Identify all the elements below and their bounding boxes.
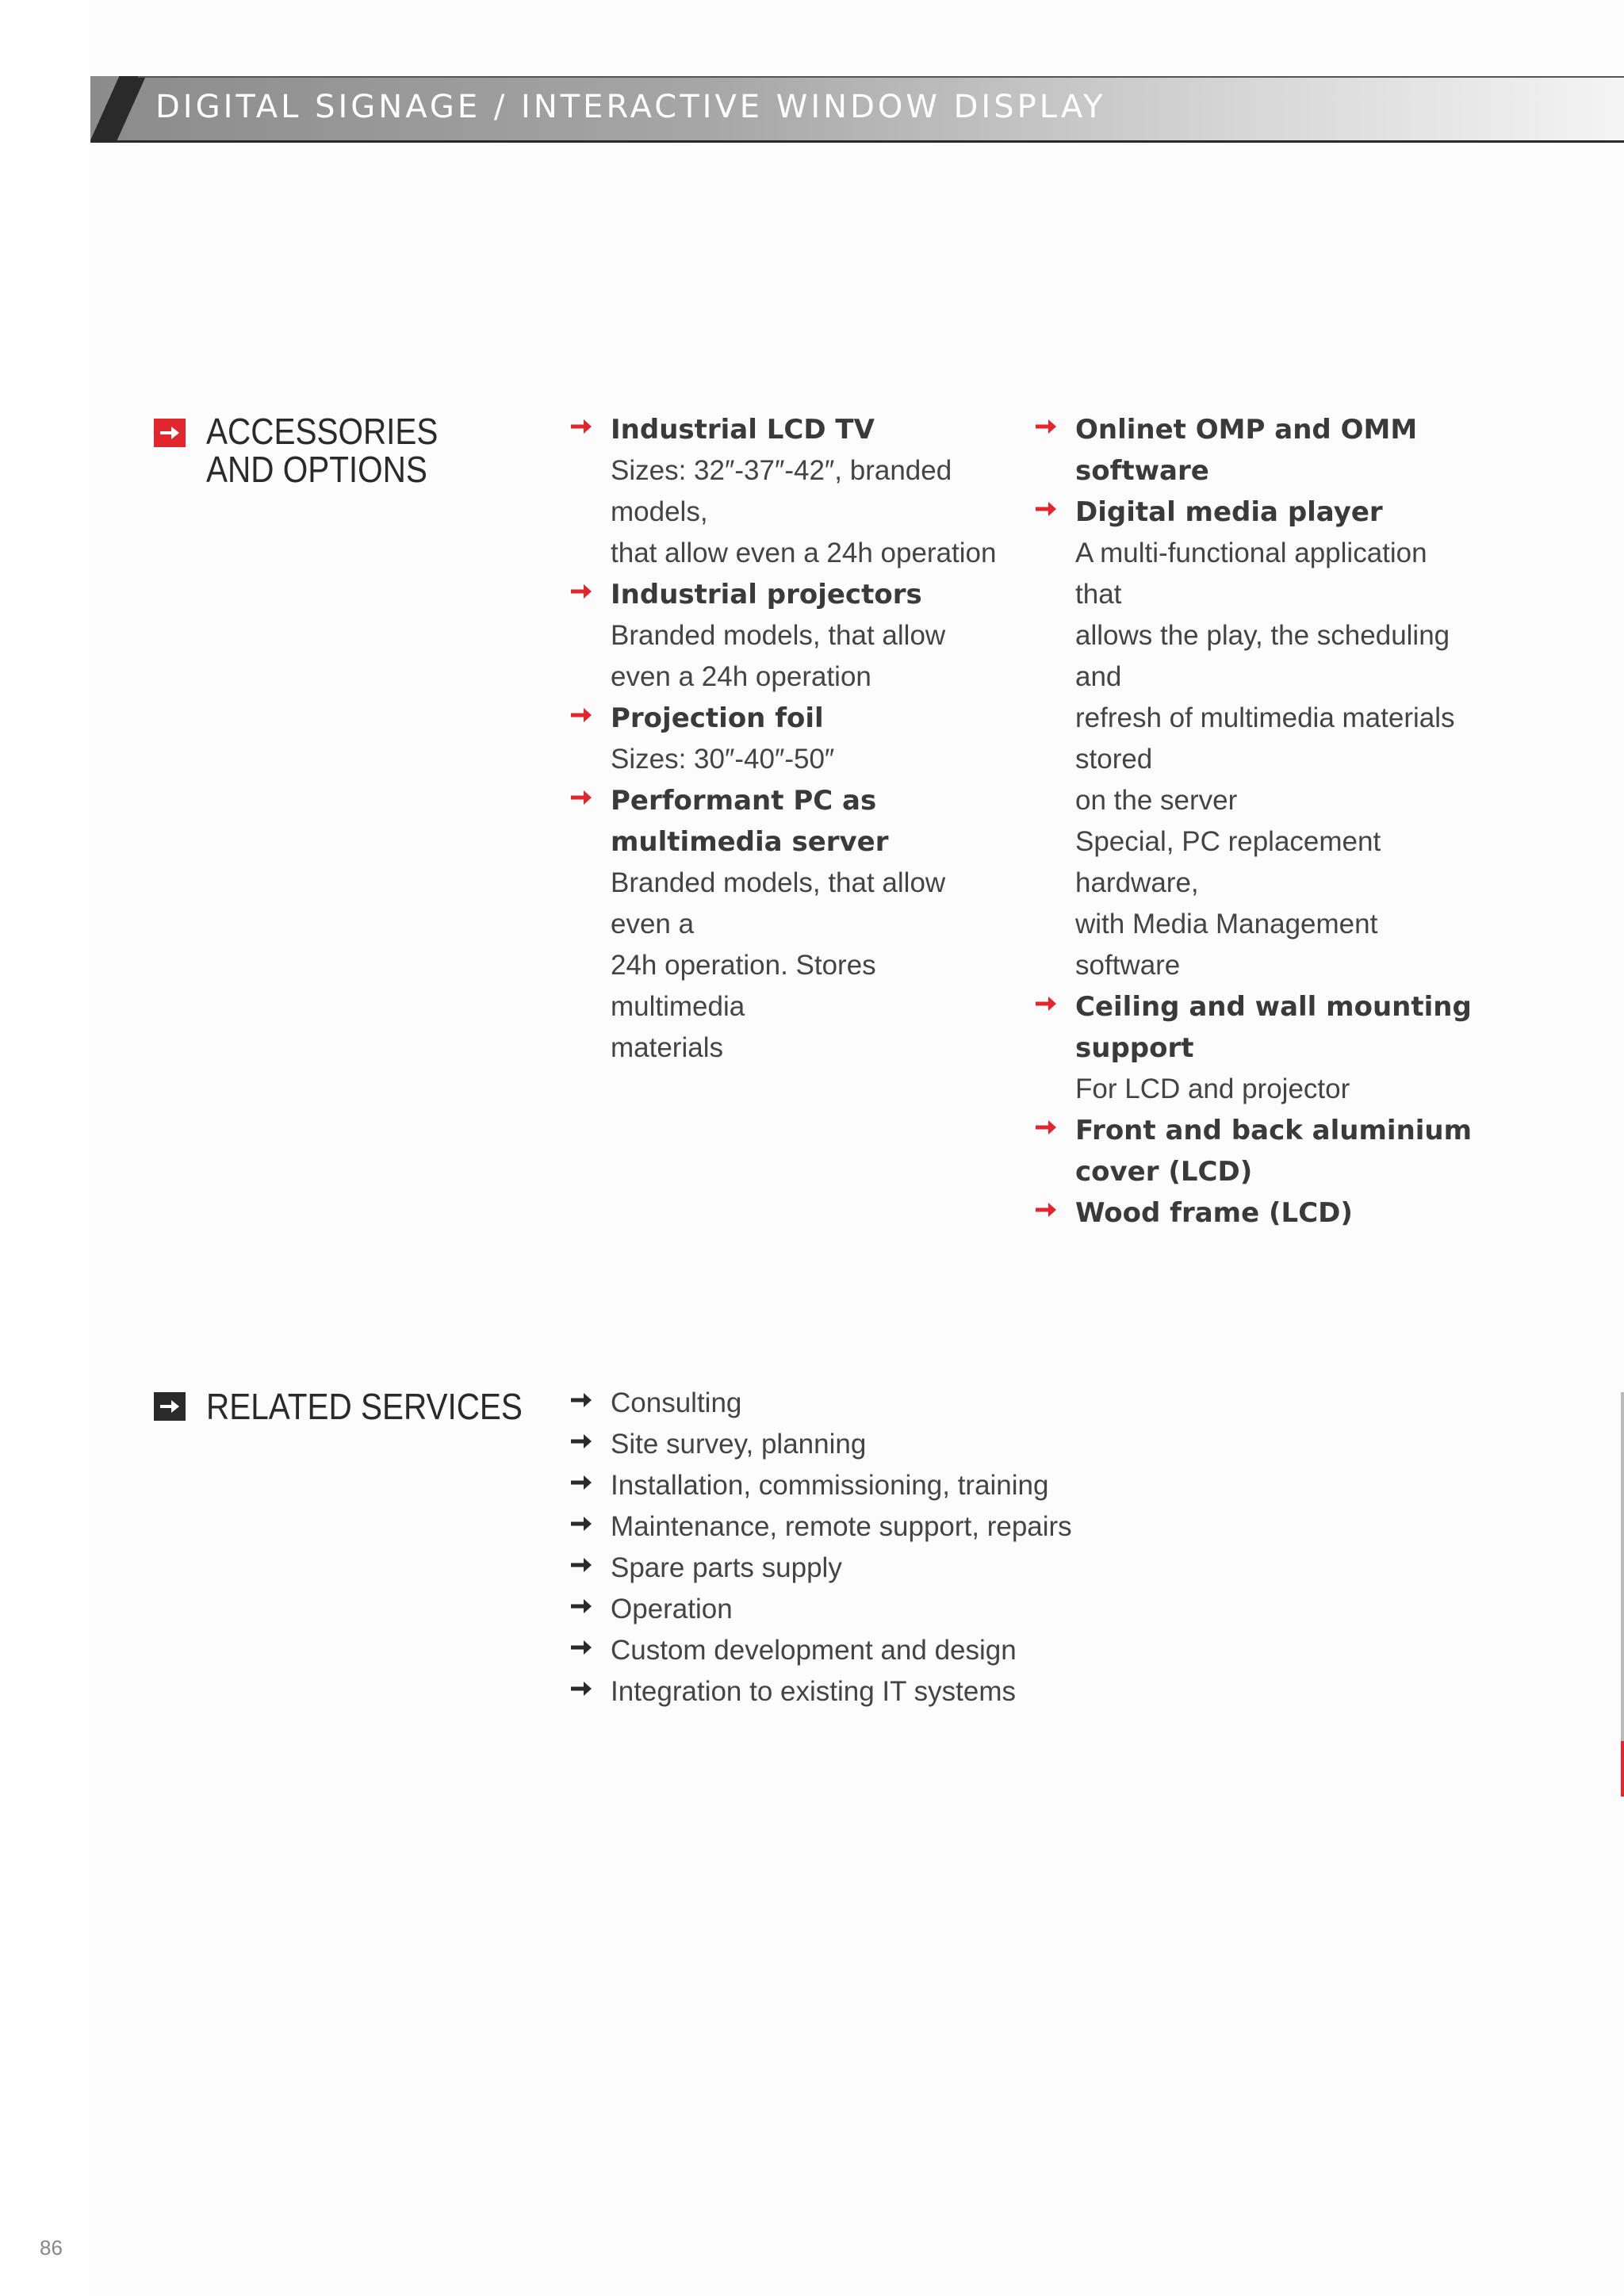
accessories-column-1 xyxy=(569,409,998,1069)
accessory-item-description: A multi-functional application that allows the play, the scheduling and refresh of multimedia materials stored on the server Special, PC replacement hardware, with Media Management software xyxy=(1075,538,1455,981)
arrow-right-icon xyxy=(1034,417,1058,436)
accessory-item xyxy=(1034,986,1478,1110)
service-item xyxy=(569,1383,1124,1424)
arrow-right-icon xyxy=(1034,499,1058,519)
accessory-item-description: Sizes: 32″-37″-42″, branded models, that allow even a 24h operation xyxy=(611,455,997,568)
arrow-right-icon xyxy=(569,582,593,601)
page-number: 86 xyxy=(40,2236,63,2260)
service-item xyxy=(569,1589,1124,1630)
accessory-item xyxy=(1034,1192,1478,1234)
arrow-right-icon xyxy=(569,1391,593,1410)
accessory-item xyxy=(569,780,998,1069)
service-item-label: Spare parts supply xyxy=(611,1552,842,1583)
accessory-item-title: Digital media player xyxy=(1075,496,1383,528)
service-item xyxy=(569,1630,1124,1671)
accessory-item xyxy=(1034,492,1478,986)
accessory-item-description: Branded models, that allow even a 24h operation xyxy=(611,620,946,692)
service-item xyxy=(569,1671,1124,1712)
arrow-right-icon xyxy=(569,1514,593,1533)
banner-top-rule xyxy=(138,76,1624,78)
arrow-right-icon xyxy=(569,1432,593,1451)
header-banner xyxy=(90,76,1624,143)
arrow-right-icon xyxy=(569,1597,593,1616)
arrow-badge-icon xyxy=(154,419,186,447)
accessory-item xyxy=(569,574,998,698)
arrow-right-icon xyxy=(569,706,593,725)
arrow-right-icon xyxy=(569,1638,593,1657)
service-item-label: Integration to existing IT systems xyxy=(611,1676,1016,1707)
header-title: DIGITAL SIGNAGE / INTERACTIVE WINDOW DISPLAY xyxy=(155,89,1106,125)
service-item-label: Maintenance, remote support, repairs xyxy=(611,1511,1072,1542)
service-item xyxy=(569,1424,1124,1465)
edge-tab-red xyxy=(1621,1741,1624,1797)
accessories-column-2 xyxy=(1034,409,1478,1234)
service-item xyxy=(569,1506,1124,1548)
accessory-item-title: Performant PC as multimedia server xyxy=(611,785,889,858)
arrow-right-icon xyxy=(1034,994,1058,1013)
accessory-item xyxy=(569,698,998,780)
service-item-label: Custom development and design xyxy=(611,1635,1017,1666)
arrow-badge-icon xyxy=(154,1392,186,1421)
service-item-label: Site survey, planning xyxy=(611,1429,867,1460)
accessory-item-title: Projection foil xyxy=(611,702,824,734)
accessory-item-title: Ceiling and wall mounting support xyxy=(1075,991,1472,1064)
accessory-item-description: For LCD and projector xyxy=(1075,1073,1350,1104)
accessory-item-title: Industrial LCD TV xyxy=(611,414,875,446)
service-item-label: Operation xyxy=(611,1594,733,1624)
arrow-right-icon xyxy=(569,1473,593,1492)
accessory-item-title: Wood frame (LCD) xyxy=(1075,1197,1353,1229)
accessory-item xyxy=(1034,409,1478,492)
service-item xyxy=(569,1548,1124,1589)
accessory-item-title: Industrial projectors xyxy=(611,579,922,610)
accessory-item xyxy=(569,409,998,574)
edge-tab-grey xyxy=(1621,1392,1624,1741)
banner-wedge xyxy=(90,76,146,140)
arrow-right-icon xyxy=(569,417,593,436)
accessories-heading-line2: AND OPTIONS xyxy=(206,449,427,490)
accessories-heading-line1: ACCESSORIES xyxy=(206,411,439,452)
accessory-item-title: Onlinet OMP and OMM software xyxy=(1075,414,1418,487)
services-list xyxy=(569,1383,1124,1712)
service-item-label: Installation, commissioning, training xyxy=(611,1470,1049,1501)
arrow-right-icon xyxy=(1034,1200,1058,1219)
arrow-right-icon xyxy=(1034,1118,1058,1137)
services-heading-title: RELATED SERVICES xyxy=(206,1386,523,1427)
arrow-right-icon xyxy=(569,1556,593,1575)
accessory-item-title: Front and back aluminium cover (LCD) xyxy=(1075,1115,1473,1188)
arrow-right-icon xyxy=(569,788,593,807)
service-item xyxy=(569,1465,1124,1506)
accessory-item xyxy=(1034,1110,1478,1192)
service-item-label: Consulting xyxy=(611,1387,742,1418)
arrow-right-icon xyxy=(569,1679,593,1698)
accessory-item-description: Branded models, that allow even a 24h operation. Stores multimedia materials xyxy=(611,867,946,1063)
accessory-item-description: Sizes: 30″-40″-50″ xyxy=(611,744,835,775)
